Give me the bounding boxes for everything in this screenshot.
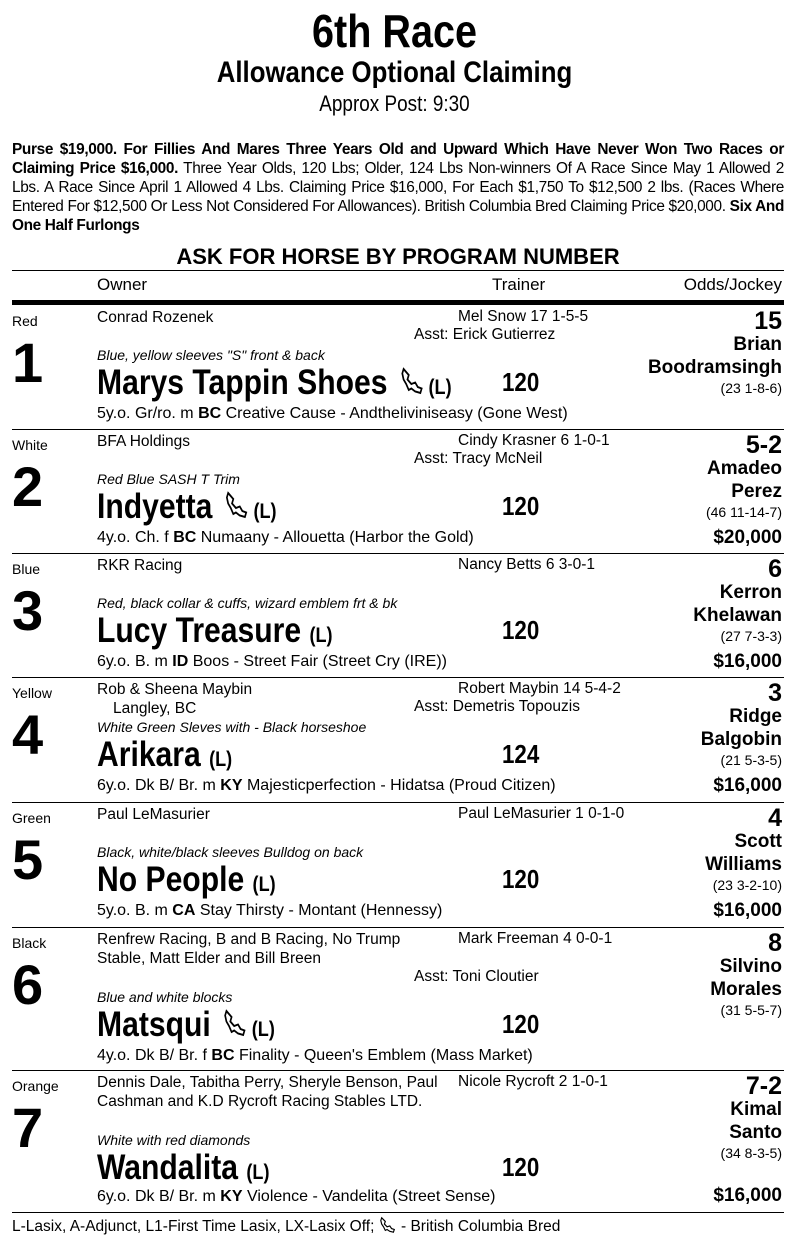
program-number: 7	[12, 1096, 44, 1159]
bc-bred-icon	[399, 365, 425, 395]
medication: (L)	[246, 1161, 270, 1184]
race-conditions	[12, 140, 784, 235]
claiming-price: $20,000	[713, 527, 782, 548]
owner-name: Rob & Sheena Maybin	[97, 681, 253, 698]
jockey-record: (23 3-2-10)	[712, 877, 782, 893]
age-sex: 5y.o. Gr/ro. m	[97, 405, 199, 422]
owner: Paul LeMasurier	[97, 806, 210, 823]
jockey-last-name: Boodramsingh	[647, 357, 782, 378]
program-number: 3	[12, 579, 44, 642]
breeding	[97, 1188, 495, 1206]
legend-footer	[12, 1216, 560, 1236]
claiming-price: $16,000	[713, 651, 782, 672]
jockey	[701, 705, 782, 751]
jockey	[648, 333, 782, 379]
saddle-color: Green	[12, 810, 51, 826]
owner	[97, 680, 452, 718]
owner: RKR Racing	[97, 557, 183, 574]
saddle-color: Red	[12, 313, 38, 329]
entry-row	[12, 429, 784, 554]
silks-description: White with red diamonds	[97, 1132, 251, 1148]
weight: 124	[502, 739, 540, 769]
horse-name-text: Lucy Treasure	[97, 611, 302, 650]
entry-row	[12, 305, 784, 430]
saddle-color: Blue	[12, 561, 41, 577]
silks-description: Red, black collar & cuffs, wizard emblem frt & bk	[97, 595, 398, 611]
owner: Dennis Dale, Tabitha Perry, Sheryle Benson, Paul Cashman and K.D Rycroft Racing Stables LTD.	[97, 1074, 438, 1110]
medication: (L)	[309, 624, 333, 647]
horse-name	[97, 487, 277, 532]
medication: (L)	[251, 1018, 275, 1041]
medication: (L)	[253, 500, 277, 523]
distance-text: Six And One Half Furlongs	[12, 198, 785, 234]
horse-name-text: Indyetta	[97, 487, 213, 526]
jockey	[729, 1098, 782, 1144]
owner-location: Langley, BC	[113, 700, 197, 717]
weight: 120	[502, 491, 540, 521]
weight: 120	[502, 1009, 540, 1039]
jockey	[710, 955, 782, 1001]
trainer: Mark Freeman 4 0-0-1	[458, 930, 613, 947]
breeding	[97, 902, 442, 920]
pedigree: Majesticperfection - Hidatsa (Proud Citizen)	[242, 777, 556, 794]
trainer: Paul LeMasurier 1 0-1-0	[458, 805, 625, 822]
bc-legend-label: - British Columbia Bred	[396, 1218, 561, 1235]
jockey-first-name: Scott	[734, 831, 782, 852]
silks-description: Black, white/black sleeves Bulldog on back	[97, 844, 364, 860]
column-odds-jockey: Odds/Jockey	[683, 275, 782, 294]
horse-name	[97, 860, 276, 905]
weight: 120	[502, 864, 540, 894]
bc-bred-icon	[223, 1007, 249, 1037]
trainer: Mel Snow 17 1-5-5	[458, 308, 589, 325]
age-sex: 6y.o. Dk B/ Br. m	[97, 1188, 221, 1205]
owner: Conrad Rozenek	[97, 309, 214, 326]
assistant-trainer: Asst: Tracy McNeil	[414, 450, 543, 467]
medication: (L)	[428, 376, 452, 399]
morning-line-odds: 8	[768, 929, 782, 957]
bc-bred-icon	[379, 1216, 397, 1234]
horse-name	[97, 1005, 275, 1050]
saddle-color: Yellow	[12, 685, 52, 701]
morning-line-odds: 5-2	[745, 431, 782, 459]
pedigree: Finality - Queen's Emblem (Mass Market)	[234, 1047, 533, 1064]
jockey-last-name: Santo	[729, 1122, 782, 1143]
jockey-first-name: Amadeo	[707, 458, 782, 479]
jockey-first-name: Kimal	[730, 1099, 782, 1120]
program-number: 5	[12, 828, 44, 891]
saddle-color: Orange	[12, 1078, 59, 1094]
ask-banner: ASK FOR HORSE BY PROGRAM NUMBER	[12, 244, 784, 271]
horse-name	[97, 611, 333, 656]
program-number: 1	[12, 331, 44, 394]
foaling-state: CA	[172, 902, 196, 919]
jockey-first-name: Silvino	[719, 956, 782, 977]
morning-line-odds: 15	[754, 307, 782, 335]
jockey-record: (21 5-3-5)	[720, 752, 782, 768]
horse-name-text: Marys Tappin Shoes	[97, 363, 388, 402]
jockey	[693, 581, 782, 627]
pedigree: Violence - Vandelita (Street Sense)	[242, 1188, 496, 1205]
foaling-state: KY	[220, 1188, 243, 1205]
column-owner: Owner	[97, 275, 148, 294]
foaling-state: BC	[198, 405, 222, 422]
bc-bred-icon	[224, 489, 250, 519]
jockey-last-name: Khelawan	[693, 605, 782, 626]
race-title: 6th Race	[312, 5, 477, 57]
age-sex: 4y.o. Ch. f	[97, 529, 174, 546]
horse-name	[97, 1148, 269, 1193]
horse-name-text: Matsqui	[97, 1005, 211, 1044]
entry-row	[12, 1070, 784, 1213]
foaling-state: KY	[220, 777, 243, 794]
entry-row	[12, 802, 784, 928]
jockey-first-name: Brian	[733, 334, 782, 355]
jockey	[707, 457, 782, 503]
foaling-state: BC	[173, 529, 197, 546]
silks-description: Blue, yellow sleeves "S" front & back	[97, 347, 325, 363]
jockey-last-name: Morales	[710, 979, 782, 1000]
saddle-color: Black	[12, 935, 47, 951]
jockey-record: (27 7-3-3)	[720, 628, 782, 644]
silks-description: Red Blue SASH T Trim	[97, 471, 240, 487]
horse-name-text: Wandalita	[97, 1148, 239, 1187]
program-number: 4	[12, 703, 44, 766]
breeding	[97, 777, 556, 795]
entry-row	[12, 677, 784, 803]
entry-row	[12, 927, 784, 1071]
morning-line-odds: 7-2	[745, 1072, 782, 1100]
age-sex: 6y.o. B. m	[97, 653, 173, 670]
jockey-record: (31 5-5-7)	[720, 1002, 782, 1018]
breeding	[97, 1047, 533, 1065]
weight: 120	[502, 1152, 540, 1182]
column-trainer: Trainer	[492, 275, 546, 294]
jockey-last-name: Balgobin	[700, 729, 782, 750]
purse-text: Purse $19,000. For Fillies And Mares Three Years Old and Upward Which Have Never Won Two Races or Claiming Price $16,000.	[12, 141, 784, 177]
morning-line-odds: 6	[768, 555, 782, 583]
claiming-price: $16,000	[713, 775, 782, 796]
pedigree: Stay Thirsty - Montant (Hennessy)	[195, 902, 443, 919]
entry-row	[12, 553, 784, 678]
breeding	[97, 653, 447, 671]
race-header	[0, 6, 789, 118]
horse-name-text: No People	[97, 860, 245, 899]
jockey-record: (46 11-14-7)	[705, 504, 782, 520]
age-sex: 5y.o. B. m	[97, 902, 173, 919]
assistant-trainer: Asst: Demetris Topouzis	[414, 698, 580, 715]
foaling-state: BC	[211, 1047, 235, 1064]
pedigree: Creative Cause - Andtheliviniseasy (Gone West)	[221, 405, 568, 422]
claiming-price: $16,000	[713, 1185, 782, 1206]
program-number: 6	[12, 953, 44, 1016]
jockey-first-name: Ridge	[729, 706, 782, 727]
breeding	[97, 405, 568, 423]
morning-line-odds: 4	[768, 804, 782, 832]
jockey-last-name: Perez	[731, 481, 782, 502]
program-number: 2	[12, 455, 44, 518]
horse-name	[97, 735, 232, 780]
horse-name-text: Arikara	[97, 735, 201, 774]
age-sex: 4y.o. Dk B/ Br. f	[97, 1047, 212, 1064]
approx-post: Approx Post: 9:30	[319, 91, 470, 116]
silks-description: White Green Sleves with - Black horseshoe	[97, 719, 367, 735]
pedigree: Boos - Street Fair (Street Cry (IRE))	[188, 653, 447, 670]
pedigree: Numaany - Allouetta (Harbor the Gold)	[196, 529, 474, 546]
trainer: Nancy Betts 6 3-0-1	[458, 556, 595, 573]
weight: 120	[502, 615, 540, 645]
foaling-state: ID	[172, 653, 189, 670]
medication: (L)	[252, 873, 276, 896]
assistant-trainer: Asst: Erick Gutierrez	[414, 326, 556, 343]
age-sex: 6y.o. Dk B/ Br. m	[97, 777, 221, 794]
saddle-color: White	[12, 437, 48, 453]
jockey-record: (23 1-8-6)	[720, 380, 782, 396]
owner: BFA Holdings	[97, 433, 191, 450]
trainer: Robert Maybin 14 5-4-2	[458, 680, 621, 697]
breeding	[97, 529, 474, 547]
jockey-first-name: Kerron	[719, 582, 782, 603]
morning-line-odds: 3	[768, 679, 782, 707]
weight: 120	[502, 367, 540, 397]
conditions-text: Three Year Olds, 120 Lbs; Older, 124 Lbs Non-winners Of A Race Since May 1 Allowed 2 Lbs. A Race Since April 1 Allowed 4 Lbs. Claiming Price $16,000, For Each $1,750 To $12,500 2 lbs. (Races Where Entered For $12,500 Or Less Not Considered For Allowances). British Columbia Bred Claiming Price $20,000.	[12, 160, 784, 215]
legend-text: L-Lasix, A-Adjunct, L1-First Time Lasix, LX-Lasix Off;	[12, 1218, 379, 1235]
silks-description: Blue and white blocks	[97, 989, 233, 1005]
medication: (L)	[209, 748, 233, 771]
jockey-last-name: Williams	[705, 854, 782, 875]
jockey	[705, 830, 782, 876]
trainer: Nicole Rycroft 2 1-0-1	[458, 1073, 608, 1090]
race-type: Allowance Optional Claiming	[216, 56, 573, 89]
trainer: Cindy Krasner 6 1-0-1	[458, 432, 610, 449]
assistant-trainer: Asst: Toni Cloutier	[414, 968, 539, 985]
claiming-price: $16,000	[713, 900, 782, 921]
jockey-record: (34 8-3-5)	[720, 1145, 782, 1161]
horse-name	[97, 363, 452, 408]
owner: Renfrew Racing, B and B Racing, No Trump Stable, Matt Elder and Bill Breen	[97, 931, 401, 967]
